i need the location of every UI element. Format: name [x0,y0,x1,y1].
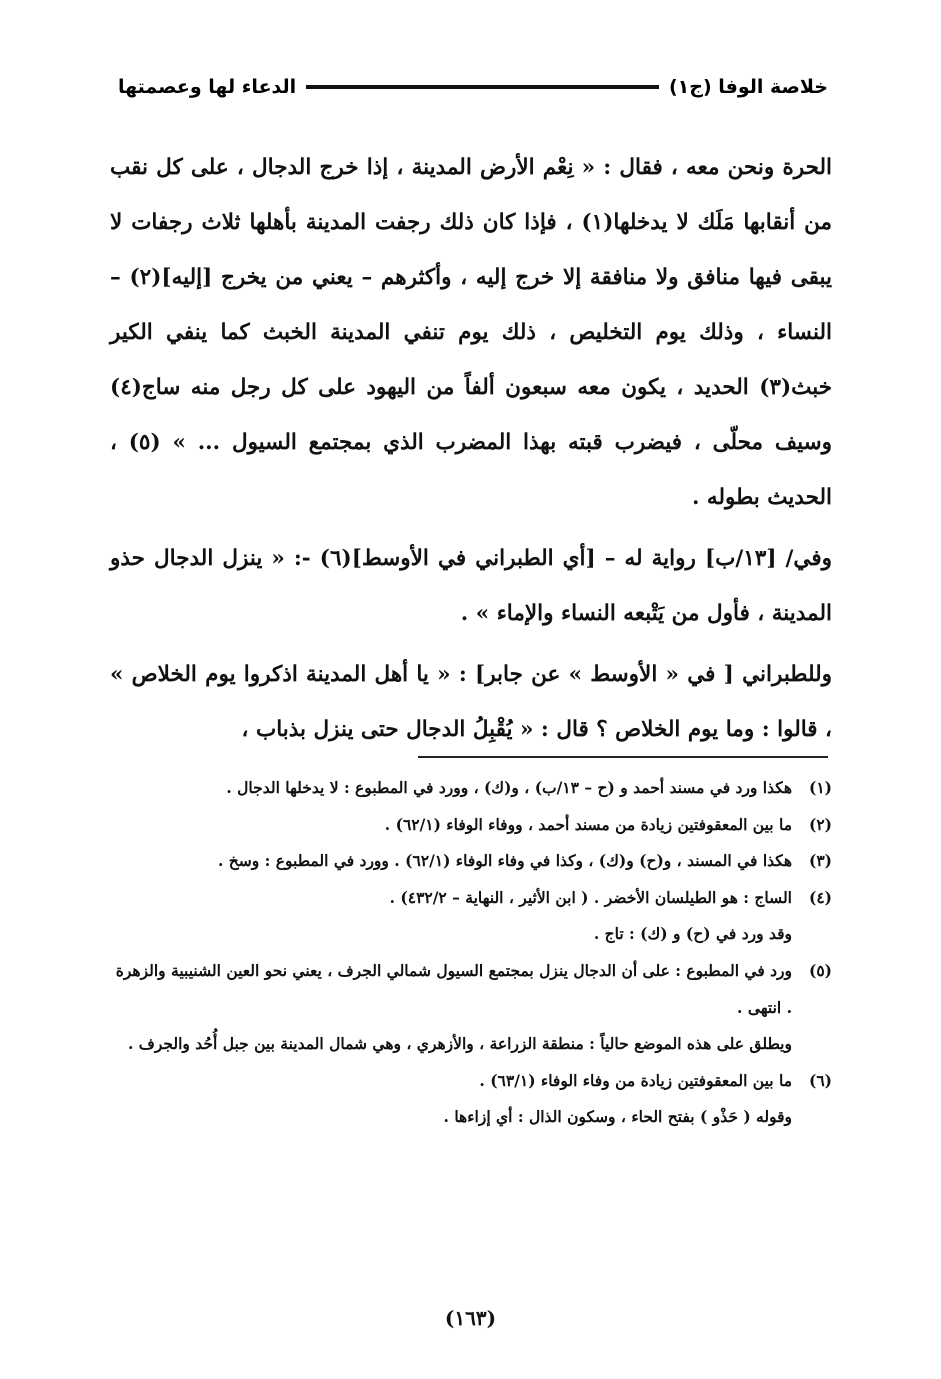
footnote-number [792,1026,832,1063]
header-rule [306,85,659,89]
footnote-text: ورد في المطبوع : على أن الدجال ينزل بمجتمع السيول شمالي الجرف ، يعني نحو العين الشنيبية والزهرة . انتهى . [115,960,792,1017]
footnote-text: وقوله ( حَذْو ) بفتح الحاء ، وسكون الذال : أي إزاءها . [443,1107,792,1127]
footnote-number: (٤) [808,887,832,907]
body-paragraph: وفي/ [١٣/ب] رواية له – [أي الطبراني في الأوسط](٦) -: « ينزل الدجال حذو المدينة ، فأول من يَتْبعه النساء والإماء » . [110,546,832,626]
footnote-number: (١) [808,778,832,797]
footnote-continuation [110,916,832,953]
header-book-title: خلاصة الوفا (ج١) [668,76,828,98]
footnote-text: ما بين المعقوفتين زيادة من مسند أحمد ، ووفاء الوفاء (٦٢/١) . [384,814,792,834]
footnote [110,1063,832,1100]
footnote-text: ويطلق على هذه الموضع حالياً : منطقة الزراعة ، والأزهري ، وهي شمال المدينة بين جبل أُحُد والجرف . [127,1034,792,1054]
footnote-number [792,1099,832,1136]
footnote-number: (٦) [808,1070,832,1090]
footnote [110,843,832,880]
main-text [110,140,832,757]
footnote-continuation [110,1026,832,1063]
header-chapter-title: الدعاء لها وعصمتها [118,76,297,98]
footnote-number [792,916,832,953]
footnote-text: وقد ورد في (ح) و (ك) : تاج . [593,924,792,944]
page-number: (١٦٣) [444,1306,497,1330]
footnotes [110,770,832,1136]
footnote [110,953,832,1026]
footnote-text: ما بين المعقوفتين زيادة من وفاء الوفاء (٦٣/١) . [479,1070,792,1090]
footnote-continuation [110,1099,832,1136]
footnote [110,807,832,844]
footnote-number: (٢) [808,814,832,834]
footnote [110,770,832,807]
footnote [110,880,832,917]
footnote-separator [418,756,828,758]
footnote-text: الساج : هو الطيلسان الأخضر . ( ابن الأثير ، النهاية – ٤٣٢/٢) . [389,887,792,907]
footnote-number: (٣) [808,851,832,871]
footnote-text: هكذا ورد في مسند أحمد و (ح – ١٣/ب) ، و(ك) ، وورد في المطبوع : لا يدخلها الدجال . [226,778,792,797]
body-paragraph: الحرة ونحن معه ، فقال : « نِعْم الأرض المدينة ، إذا خرج الدجال ، على كل نقب من أنقابها مَلَك لا يدخلها(١) ، فإذا كان ذلك رجفت المدينة بأهلها ثلاث رجفات لا يبقى فيها منافق ولا منافقة إلا خرج إليه ، وأكثرهم – يعني من يخرج [إليه](٢) – النساء ، وذلك يوم التخليص ، ذلك يوم تنفي المدينة الخبث كما ينفي الكير خبث(٣) الحديد ، يكون معه سبعون ألفاً من اليهود على كل رجل منه ساج(٤) وسيف محلّى ، فيضرب قبته بهذا المضرب الذي بمجتمع السيول ... » (٥) ، الحديث بطوله . [110,155,832,510]
body-paragraph: وللطبراني [ في « الأوسط » عن جابر] : « يا أهل المدينة اذكروا يوم الخلاص » ، قالوا : وما يوم الخلاص ؟ قال : « يُقْبِلُ الدجال حتى ينزل بذباب ، [110,662,832,742]
running-header [118,70,828,104]
footnote-number: (٥) [808,960,832,980]
footnote-text: هكذا في المسند ، و(ح) و(ك) ، وكذا في وفاء الوفاء (٦٢/١) . وورد في المطبوع : وسخ . [218,851,792,871]
